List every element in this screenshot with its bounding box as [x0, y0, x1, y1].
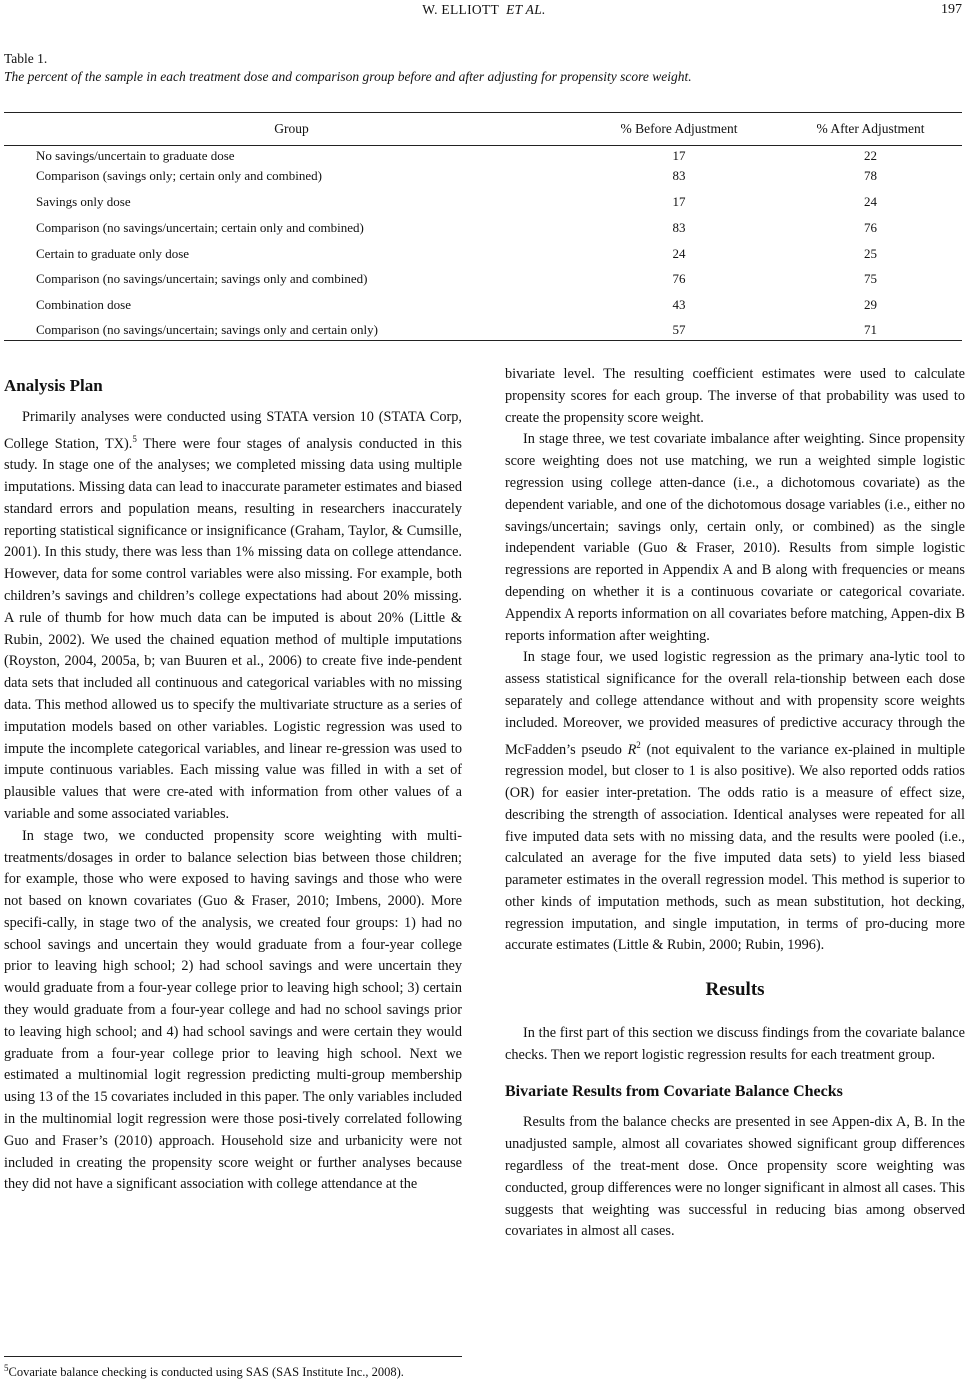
italic-r: R — [627, 741, 637, 758]
cell-group: Comparison (savings only; certain only and combined) — [36, 168, 322, 183]
col-header-before: % Before Adjustment — [620, 121, 738, 136]
running-author: W. ELLIOTT — [422, 2, 499, 17]
cell-group: Comparison (no savings/uncertain; savings only and certain only) — [36, 322, 378, 337]
paragraph — [4, 407, 462, 826]
paragraph-text: Primarily analyses were conducted using STATA version 10 (STATA Corp, College Station, TX). — [4, 408, 462, 452]
col-header-group: Group — [274, 121, 309, 136]
col-header-after: % After Adjustment — [816, 121, 925, 136]
table-label: Table 1. — [4, 51, 48, 66]
cell-group: No savings/uncertain to graduate dose — [36, 148, 235, 163]
footnote-ref: 5 — [132, 433, 137, 444]
cell-group: Savings only dose — [36, 194, 131, 209]
page-number: 197 — [941, 2, 962, 17]
paragraph: Results from the balance checks are presented in see Appen-dix A, B. In the unadjusted sample, almost all covariates showed significant group differences regardless of the treat-ment dose. Once propensity score weighting was conducted, group differences were no longer significant in almost all cases. This suggests that weighting was successful in reducing bias among observed covariates in almost all cases. — [505, 1114, 965, 1240]
paragraph: In the first part of this section we discuss findings from the covariate balance checks. Then we report logistic regression results for each treatment group. — [505, 1025, 965, 1063]
right-column — [505, 364, 965, 1243]
paragraph — [505, 647, 965, 957]
cell-before: 57 — [672, 322, 686, 337]
running-etal: ET AL. — [506, 2, 546, 17]
table-body — [4, 146, 962, 340]
cell-after: 78 — [864, 168, 877, 183]
cell-group: Comparison (no savings/uncertain; savings only and combined) — [36, 271, 368, 286]
cell-after: 71 — [864, 322, 877, 337]
subsection-heading: Bivariate Results from Covariate Balance Checks — [505, 1082, 843, 1100]
running-head — [0, 2, 968, 18]
section-heading-analysis-plan: Analysis Plan — [4, 376, 103, 395]
table-row — [4, 246, 962, 266]
cell-before: 24 — [672, 246, 686, 261]
table-row — [4, 297, 962, 317]
paragraph-text: There were four stages of analysis conducted in this study. In stage one of the analyses; we completed missing data using multiple imputations. Missing data can lead to inaccurate parameter estimates and biased standard errors and population means, resulting in researchers inaccurately reporting statistical significance or insignificance (Graham, Taylor, & Cumsille, 2001). In this study, there was less than 1% missing data on college attendance. However, data for some control variables were also missing. For example, both children’s savings and children’s college expectations had about 20% missing. A rule of thumb for how much data can be imputed is about 20% (Little & Rubin, 2002). We used the chained equation method of multiple imputations (Royston, 2004, 2005a, b; van Buuren et al., 2006) to create five inde-pendent data sets that included all continuous and categorical variables with no missing data. This method allowed us to specify the multivariate structure as a series of imputation models based on other variables. Logistic regression was used to impute the incomplete categorical variables, and linear re-gression was used to impute continuous variables. Each missing value was filled in with a set of plausible values that were cre-ated with information from other values of a variable and some associated variables. — [4, 435, 462, 822]
table-header — [4, 113, 962, 146]
cell-group: Combination dose — [36, 297, 131, 312]
cell-after: 76 — [864, 220, 877, 235]
cell-before: 83 — [672, 168, 686, 183]
table-row — [4, 271, 962, 291]
cell-after: 75 — [864, 271, 877, 286]
cell-before: 83 — [672, 220, 686, 235]
cell-before: 17 — [672, 194, 686, 209]
table-caption — [4, 50, 954, 86]
paragraph: In stage two, we conducted propensity score weighting with multi-treatments/dosages in order to balance selection bias between those children; for example, those who were exposed to having savings and those who were not based on known covariates (Guo & Fraser, 2010; Imbens, 2000). More specifi-cally, in stage two of the analysis, we created four groups: 1) had no school savings and uncertain they would graduate from a four-year college prior to leaving high school; 2) had school savings and were uncertain they would graduate from a four-year college prior to leaving high school; 3) certain they would graduate from a four-year college and had no school savings prior to leaving high school; and 4) had school savings and were certain they would graduate from a four-year college prior to leaving high school. Next we estimated a multinomial logit regression predicting multi-group membership using 13 of the 15 covariates included in this paper. The only variables included in the multinomial logit regression were those posi-tively correlated following Guo and Fraser’s (2010) approach. Household size and urbanicity were not included in creating the propensity score weight or further analyses because they did not have a significant association with college attendance at the — [4, 827, 462, 1193]
footnote — [4, 1356, 462, 1382]
section-heading-results: Results — [705, 979, 765, 1001]
data-table — [4, 112, 962, 341]
table-row — [4, 168, 962, 188]
table-row — [4, 220, 962, 240]
left-column — [4, 375, 462, 1196]
page-header — [0, 0, 968, 26]
cell-after: 29 — [864, 297, 877, 312]
paragraph: In stage three, we test covariate imbalance after weighting. Since propensity score weighting does not use matching, we run a weighted simple logistic regression using college atten-dance (i.e., a dichotomous covariate) as the dependent variable, and one of the dichotomous dosage variables (i.e., either no savings/uncertain; savings only, certain only, or combined) as the single independent variable (Guo & Fraser, 2010). Results from simple logistic regressions are reported in Appendix A and B along with frequencies or means depending on whether it is a continuous covariate or categorical covariate. Appendix A reports information on all covariates before matching, Appen-dix B reports information after weighting. — [505, 431, 965, 644]
cell-before: 76 — [672, 271, 686, 286]
paragraph-text: (not equivalent to the variance ex-plained in multiple regression model, but closer to 1 is also positive). We also reported odds ratios (OR) for easier inter-pretation. The odds ratio is a measure of effect size, describing the strength of association. Identical analyses were repeated for all five imputed data sets with no missing data, and the results were pooled (i.e., calculated an average for the five imputed data sets) to yield less biased parameter estimates in the overall regression model. This method is superior to other kinds of imputation methods, such as mean substitution, hot decking, regression imputation, and single imputation, in terms of pro-ducing more accurate estimates (Little & Rubin, 2000; Rubin, 1996). — [505, 741, 965, 954]
cell-group: Comparison (no savings/uncertain; certain only and combined) — [36, 220, 364, 235]
cell-group: Certain to graduate only dose — [36, 246, 190, 261]
paragraph: bivariate level. The resulting coefficient estimates were used to calculate propensity scores for each group. The inverse of that probability was used to create the propensity score weight. — [505, 366, 965, 426]
superscript: 2 — [636, 739, 641, 750]
cell-before: 43 — [672, 297, 686, 312]
footnote-text: Covariate balance checking is conducted using SAS (SAS Institute Inc., 2008). — [8, 1365, 404, 1380]
cell-before: 17 — [672, 148, 686, 163]
paragraph-text: In stage four, we used logistic regression as the primary ana-lytic tool to assess statistical significance for the overall rela-tionship between each dose separately and college attendance without and with propensity score weights included. Moreover, we provided measures of predictive accuracy through the McFadden’s pseudo — [505, 649, 965, 758]
table-caption-text: The percent of the sample in each treatment dose and comparison group before and after adjusting for propensity score weight. — [4, 69, 692, 84]
cell-after: 25 — [864, 246, 877, 261]
table-row — [4, 148, 962, 168]
cell-after: 24 — [864, 194, 877, 209]
cell-after: 22 — [864, 148, 877, 163]
table-row — [4, 194, 962, 214]
table-row — [4, 322, 962, 342]
footnote-marker: 5 — [4, 1363, 9, 1373]
